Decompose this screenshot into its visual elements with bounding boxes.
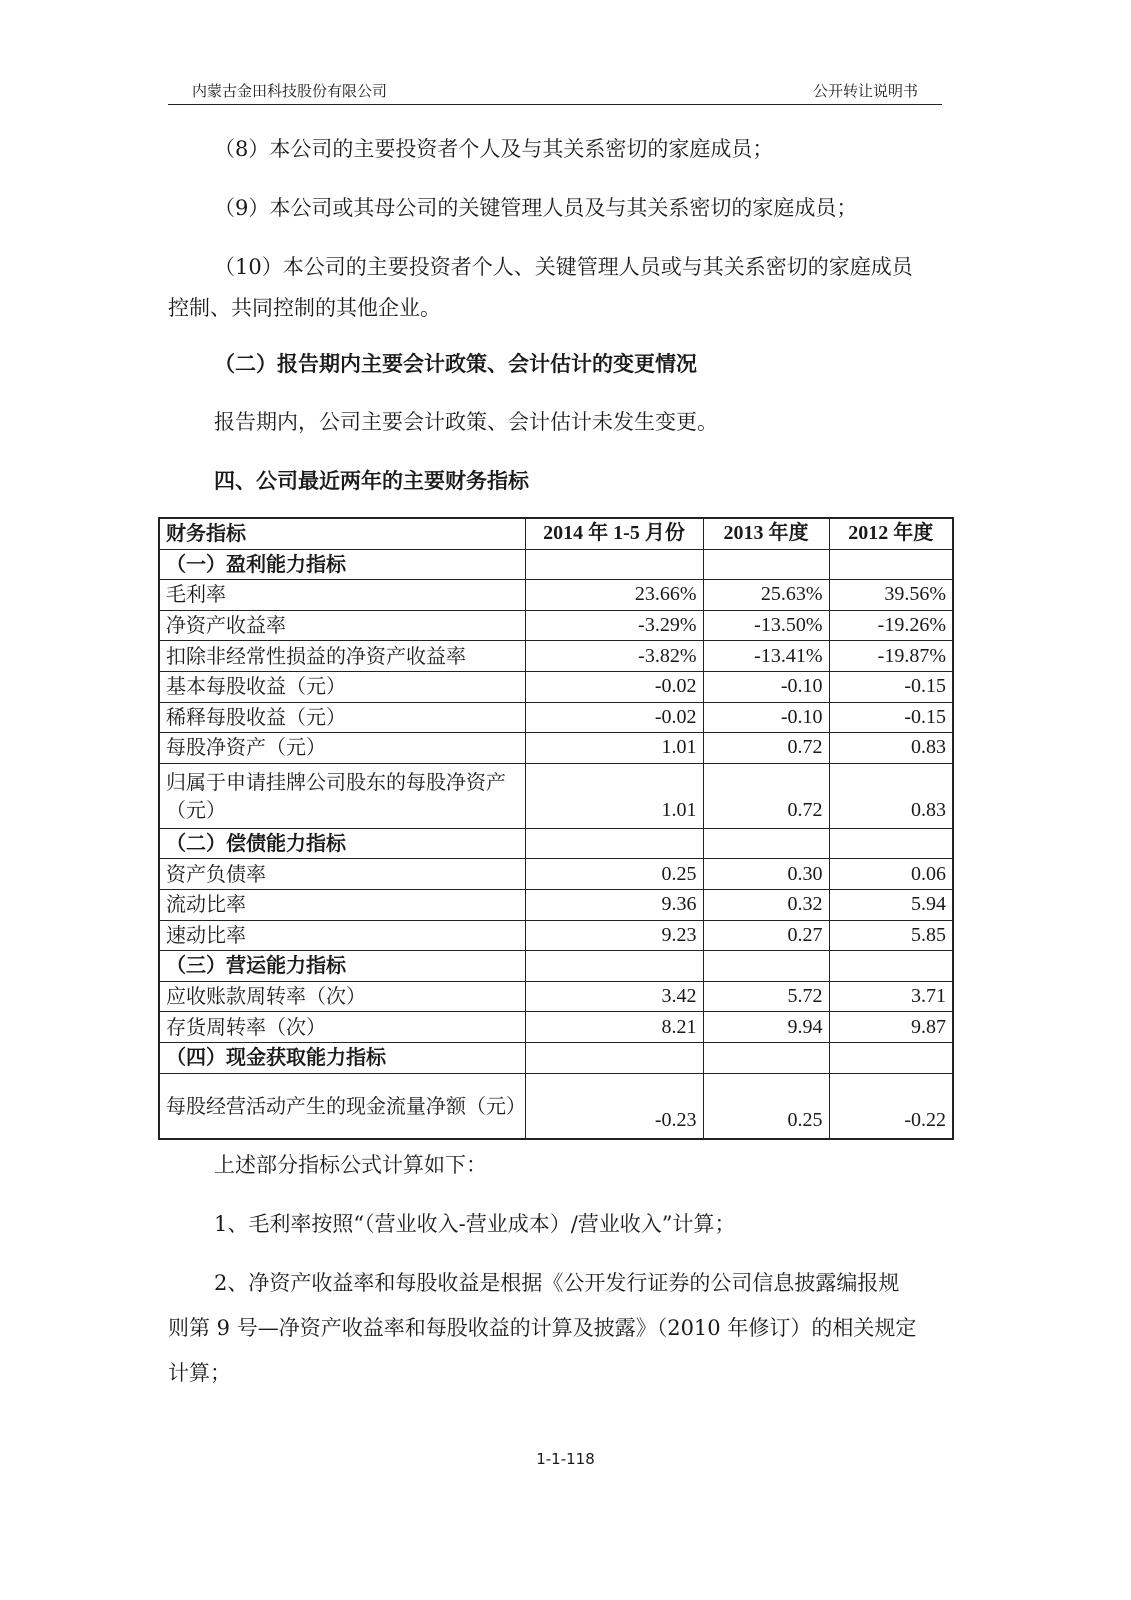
indicator-value: 0.25 [525, 859, 703, 890]
section-label: （二）偿债能力指标 [159, 828, 525, 859]
paragraph-8: （8）本公司的主要投资者个人及与其关系密切的家庭成员； [214, 137, 774, 161]
indicator-value [703, 828, 829, 859]
indicator-value: -0.23 [525, 1073, 703, 1139]
indicator-value: 0.83 [829, 733, 953, 764]
indicator-value: 0.72 [703, 733, 829, 764]
table-header-row [159, 518, 953, 549]
indicator-value: 25.63% [703, 580, 829, 611]
table-section-row [159, 828, 953, 859]
header-2012: 2012 年度 [829, 518, 953, 549]
indicator-value: 39.56% [829, 580, 953, 611]
table-row [159, 920, 953, 951]
table-row [159, 1012, 953, 1043]
table-row [159, 641, 953, 672]
section-label: （三）营运能力指标 [159, 951, 525, 982]
indicator-value [829, 828, 953, 859]
indicator-value: -0.02 [525, 671, 703, 702]
indicator-label: 基本每股收益（元） [159, 671, 525, 702]
indicator-value [829, 1042, 953, 1073]
indicator-value: -0.22 [829, 1073, 953, 1139]
indicator-value: 5.85 [829, 920, 953, 951]
indicator-value: -0.10 [703, 702, 829, 733]
financial-indicators-table [158, 517, 954, 1140]
table-row [159, 671, 953, 702]
note-2-line1: 2、净资产收益率和每股收益是根据《公开发行证券的公司信息披露编报规 [214, 1271, 900, 1295]
indicator-value: 0.30 [703, 859, 829, 890]
header-company: 内蒙古金田科技股份有限公司 [192, 82, 388, 100]
note-2-line3: 计算； [168, 1361, 231, 1385]
indicator-value: -0.02 [525, 702, 703, 733]
indicator-label: 净资产收益率 [159, 610, 525, 641]
indicator-value [703, 549, 829, 580]
indicator-value: 9.36 [525, 889, 703, 920]
table-section-row [159, 951, 953, 982]
indicator-value: 8.21 [525, 1012, 703, 1043]
indicator-value: 5.94 [829, 889, 953, 920]
indicator-label: 稀释每股收益（元） [159, 702, 525, 733]
table-row [159, 763, 953, 828]
indicator-value [703, 951, 829, 982]
page-number: 1-1-118 [536, 1450, 595, 1468]
indicator-value [525, 828, 703, 859]
indicator-label: 应收账款周转率（次） [159, 981, 525, 1012]
indicator-value: 0.72 [703, 763, 829, 828]
indicator-value: 0.06 [829, 859, 953, 890]
table-row [159, 859, 953, 890]
header-2013: 2013 年度 [703, 518, 829, 549]
notes-intro: 上述部分指标公式计算如下： [214, 1153, 487, 1177]
indicator-label: 扣除非经常性损益的净资产收益率 [159, 641, 525, 672]
indicator-value: -13.50% [703, 610, 829, 641]
indicator-value: 23.66% [525, 580, 703, 611]
indicator-value [525, 1042, 703, 1073]
note-1: 1、毛利率按照“（营业收入-营业成本）/营业收入”计算； [214, 1212, 736, 1236]
indicator-value: 5.72 [703, 981, 829, 1012]
section-heading-financial-indicators: 四、公司最近两年的主要财务指标 [214, 468, 529, 493]
indicator-value: 0.83 [829, 763, 953, 828]
table-row [159, 889, 953, 920]
indicator-value: -0.10 [703, 671, 829, 702]
indicator-label: 每股净资产（元） [159, 733, 525, 764]
indicator-value [525, 549, 703, 580]
table-row [159, 702, 953, 733]
indicator-value: 9.87 [829, 1012, 953, 1043]
indicator-value: -3.29% [525, 610, 703, 641]
table-row [159, 610, 953, 641]
section-label: （一）盈利能力指标 [159, 549, 525, 580]
table-row [159, 580, 953, 611]
indicator-value: 9.94 [703, 1012, 829, 1043]
indicator-value: 0.25 [703, 1073, 829, 1139]
indicator-value [703, 1042, 829, 1073]
indicator-value: -0.15 [829, 671, 953, 702]
note-2-line2: 则第 9 号—净资产收益率和每股收益的计算及披露》（2010 年修订）的相关规定 [168, 1316, 917, 1340]
indicator-value: 0.27 [703, 920, 829, 951]
paragraph-10-line2: 控制、共同控制的其他企业。 [168, 296, 441, 320]
table-row [159, 733, 953, 764]
indicator-value: 9.23 [525, 920, 703, 951]
indicator-value [525, 951, 703, 982]
indicator-value: -19.26% [829, 610, 953, 641]
indicator-value: 1.01 [525, 763, 703, 828]
indicator-label: 速动比率 [159, 920, 525, 951]
table-section-row [159, 549, 953, 580]
section-heading-policy-changes: （二）报告期内主要会计政策、会计估计的变更情况 [214, 351, 697, 376]
indicator-label: 流动比率 [159, 889, 525, 920]
indicator-value [829, 951, 953, 982]
indicator-value: -19.87% [829, 641, 953, 672]
table-row [159, 1073, 953, 1139]
table-section-row [159, 1042, 953, 1073]
indicator-label: 归属于申请挂牌公司股东的每股净资产（元） [159, 763, 525, 828]
header-doc-type: 公开转让说明书 [812, 82, 918, 100]
paragraph-10-line1: （10）本公司的主要投资者个人、关键管理人员或与其关系密切的家庭成员 [214, 255, 913, 279]
page-header [168, 78, 942, 105]
indicator-label: 存货周转率（次） [159, 1012, 525, 1043]
indicator-value: -13.41% [703, 641, 829, 672]
indicator-value: 3.71 [829, 981, 953, 1012]
indicator-value: -0.15 [829, 702, 953, 733]
indicator-value: 1.01 [525, 733, 703, 764]
indicator-value: 3.42 [525, 981, 703, 1012]
indicator-value: -3.82% [525, 641, 703, 672]
header-2014: 2014 年 1-5 月份 [525, 518, 703, 549]
indicator-value [829, 549, 953, 580]
indicator-value: 0.32 [703, 889, 829, 920]
header-indicator: 财务指标 [159, 518, 525, 549]
indicator-label: 毛利率 [159, 580, 525, 611]
indicator-label: 每股经营活动产生的现金流量净额（元） [159, 1073, 525, 1139]
section-label: （四）现金获取能力指标 [159, 1042, 525, 1073]
indicator-label: 资产负债率 [159, 859, 525, 890]
policy-change-text: 报告期内，公司主要会计政策、会计估计未发生变更。 [214, 410, 718, 434]
table-row [159, 981, 953, 1012]
paragraph-9: （9）本公司或其母公司的关键管理人员及与其关系密切的家庭成员； [214, 196, 858, 220]
